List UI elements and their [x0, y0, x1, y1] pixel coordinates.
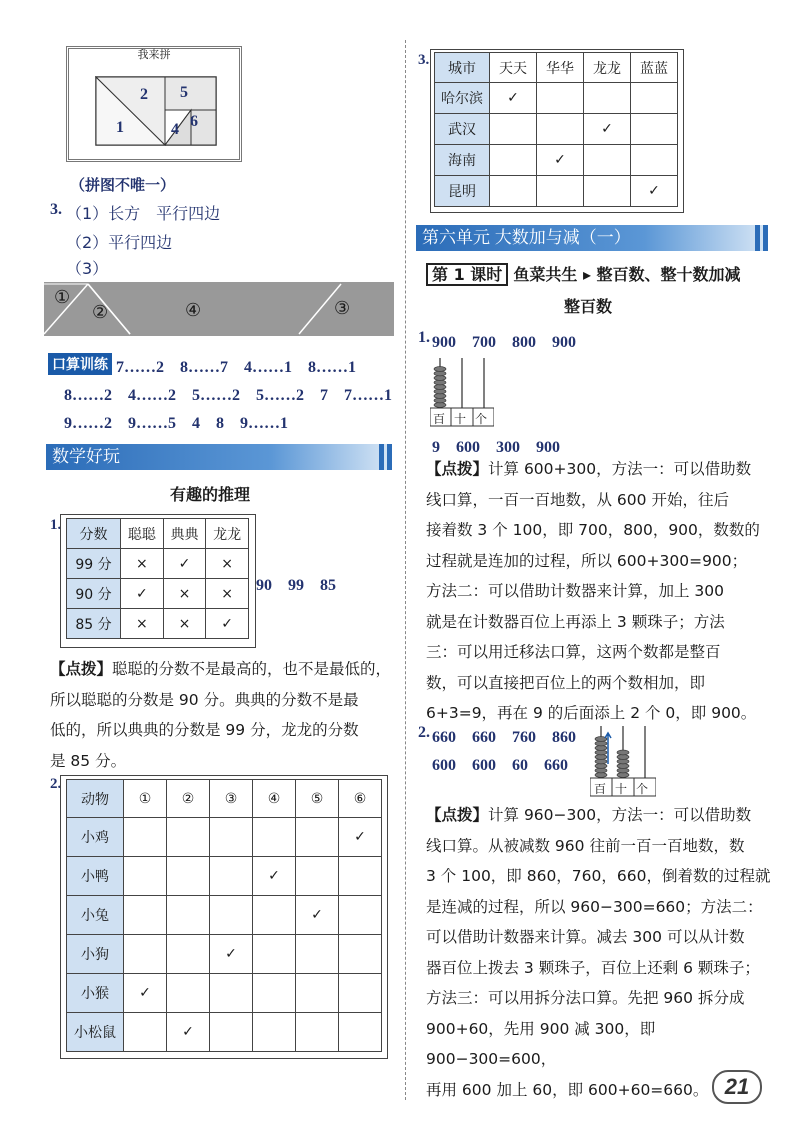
- table-row: [67, 896, 382, 935]
- table2-cell: [210, 1013, 253, 1052]
- puzzle-label-2: 2: [140, 86, 148, 103]
- table-row: [67, 857, 382, 896]
- q1-answers-2: 9 600 300 900: [432, 439, 561, 456]
- table3-cell: 武汉: [435, 114, 490, 145]
- table2-cell: [167, 818, 210, 857]
- table-row: [435, 114, 678, 145]
- table3-header-cell: 天天: [490, 53, 537, 83]
- table2-cell: [296, 857, 339, 896]
- abacus-2-beads: [595, 737, 629, 778]
- table1-cell: ×: [206, 579, 249, 609]
- table3-cell: [537, 114, 584, 145]
- abacus-1-beads: [434, 367, 446, 408]
- table1-header-cell: 分数: [67, 519, 121, 549]
- abacus-1-labels: 百十个: [433, 412, 497, 426]
- table2-cell: [124, 857, 167, 896]
- table3-cell: ✓: [631, 176, 678, 207]
- puzzle-label-6: 6: [190, 113, 198, 130]
- table2-cell: [339, 896, 382, 935]
- table2-cell: [296, 935, 339, 974]
- q3-answer-1: （1）长方 平行四边: [66, 204, 221, 223]
- table1-header-cell: 典典: [163, 519, 206, 549]
- table2-header-cell: ⑤: [296, 780, 339, 818]
- table-row: [67, 549, 249, 579]
- note3-line: 可以借助计数器来计算。减去 300 可以从计数: [426, 928, 745, 946]
- q2-answers-row2: 600 600 60 660: [432, 757, 569, 774]
- table2-header-cell: ②: [167, 780, 210, 818]
- table2-cell: [210, 896, 253, 935]
- table1-cell: 85 分: [67, 609, 121, 639]
- table1-header-cell: 聪聪: [121, 519, 164, 549]
- table-row: [67, 579, 249, 609]
- table2-header-cell: ⑥: [339, 780, 382, 818]
- q1-answers: 900 700 800 900: [432, 334, 577, 351]
- puzzle-diagram: [95, 76, 217, 146]
- table1-header-cell: 龙龙: [206, 519, 249, 549]
- note2-line: 6+3=9，再在 9 的后面添上 2 个 0，即 900。: [426, 704, 757, 722]
- oral-training-tag: 口算训练: [48, 353, 112, 375]
- table3-cell: [490, 145, 537, 176]
- note3-line: 3 个 100，即 860，760，660，倒着数的过程就: [426, 867, 771, 885]
- table3-cell: 昆明: [435, 176, 490, 207]
- table1-cell: ×: [163, 579, 206, 609]
- note1: [50, 654, 400, 776]
- note2-line: 方法二：可以借助计数器来计算，加上 300: [426, 582, 725, 600]
- table3-cell: ✓: [537, 145, 584, 176]
- note3-line: 方法三：可以用拆分法口算。先把 960 拆分成: [426, 989, 745, 1007]
- table1-cell: 90 分: [67, 579, 121, 609]
- table2-cell: ✓: [167, 1013, 210, 1052]
- note3-line: 【点拨】计算 960−300，方法一：可以借助数: [426, 806, 752, 824]
- section-title: 数学好玩: [52, 447, 120, 466]
- table2-cell: 小鸭: [67, 857, 124, 896]
- puzzle-label-5: 5: [180, 84, 188, 101]
- table2-cell: [339, 935, 382, 974]
- note2-line: 数，可以直接把百位上的两个数相加，即: [426, 673, 706, 692]
- q3-answer-2: （2）平行四边: [66, 233, 173, 252]
- t2-number: 2.: [50, 776, 62, 792]
- note2-line: 接着数 3 个 100，即 700，800，900，数数的: [426, 521, 760, 539]
- table1: [66, 518, 249, 639]
- table2-cell: [167, 896, 210, 935]
- table3-header-row: [435, 53, 678, 83]
- puzzle-note: （拼图不唯一）: [70, 176, 176, 194]
- table3-cell: 海南: [435, 145, 490, 176]
- table3-cell: [631, 114, 678, 145]
- q1-number: 1.: [418, 329, 430, 346]
- table2-cell: [339, 974, 382, 1013]
- table2-cell: ✓: [210, 935, 253, 974]
- note1-line: 是 85 分。: [50, 751, 127, 770]
- table3-cell: [537, 83, 584, 114]
- table2-cell: [339, 857, 382, 896]
- band-label-3: ③: [334, 298, 351, 319]
- table1-cell: ×: [121, 549, 164, 579]
- oral-row-2: 8……2 4……2 5……2 5……2 7 7……1: [64, 387, 393, 404]
- t1-answer: 90 99 85: [256, 577, 337, 594]
- band-label-2: ②: [92, 302, 109, 323]
- lesson-tag: 第 1 课时: [426, 263, 508, 286]
- table2-cell: 小狗: [67, 935, 124, 974]
- table3-cell: [631, 145, 678, 176]
- table2-cell: [253, 1013, 296, 1052]
- table2-header-cell: ④: [253, 780, 296, 818]
- table2-cell: [124, 896, 167, 935]
- table2-cell: [296, 974, 339, 1013]
- table3-cell: [584, 176, 631, 207]
- note3-line: 再用 600 加上 60，即 600+60=660。: [426, 1080, 709, 1099]
- table1-cell: ×: [163, 609, 206, 639]
- band-label-4: ④: [185, 300, 202, 321]
- abacus-2-labels: 百十个: [594, 782, 658, 796]
- table3-cell: [584, 83, 631, 114]
- table2-cell: [210, 974, 253, 1013]
- table1-cell: ×: [121, 609, 164, 639]
- table2-cell: 小鸡: [67, 818, 124, 857]
- table2-cell: [124, 1013, 167, 1052]
- table-row: [435, 83, 678, 114]
- table2-cell: [253, 896, 296, 935]
- table1-cell: ✓: [206, 609, 249, 639]
- table3: [434, 52, 678, 207]
- table3-header-cell: 城市: [435, 53, 490, 83]
- table2-cell: [253, 974, 296, 1013]
- table2-cell: [253, 818, 296, 857]
- note3-line: 线口算。从被减数 960 往前一百一百地数，数: [426, 836, 745, 855]
- q2-answers-row1: 660 660 760 860: [432, 729, 577, 746]
- table2-cell: [167, 857, 210, 896]
- table3-cell: [490, 176, 537, 207]
- table3-cell: [584, 145, 631, 176]
- note1-line: 【点拨】聪聪的分数不是最高的，也不是最低的，: [50, 660, 392, 678]
- section-subtitle: 有趣的推理: [170, 485, 251, 504]
- table2-cell: [167, 935, 210, 974]
- table-row: [435, 145, 678, 176]
- note2-line: 三：可以用迁移法口算，这两个数都是整百: [426, 643, 721, 661]
- table1-cell: ✓: [163, 549, 206, 579]
- note3: [426, 800, 772, 1105]
- lesson-title: 鱼菜共生 ▸ 整百数、整十数加减: [513, 265, 741, 284]
- section-banner-math-fun: [46, 444, 392, 470]
- t3-number: 3.: [418, 52, 430, 68]
- table3-cell: [537, 176, 584, 207]
- table2-cell: [253, 935, 296, 974]
- table2-cell: ✓: [253, 857, 296, 896]
- table2-cell: [124, 818, 167, 857]
- table2: [66, 779, 382, 1052]
- table1-cell: 99 分: [67, 549, 121, 579]
- puzzle-piece-5: [165, 77, 216, 110]
- unit-banner: [416, 225, 768, 251]
- lesson-heading: [426, 262, 741, 285]
- table2-cell: 小松鼠: [67, 1013, 124, 1052]
- table2-cell: ✓: [124, 974, 167, 1013]
- table1-cell: ✓: [121, 579, 164, 609]
- band-label-1: ①: [54, 287, 71, 308]
- table2-cell: 小兔: [67, 896, 124, 935]
- table2-cell: [296, 1013, 339, 1052]
- table-row: [435, 176, 678, 207]
- page-number: 21: [712, 1070, 762, 1104]
- note3-line: 900+60，先用 900 减 300，即 900−300=600，: [426, 1019, 656, 1068]
- table-row: [67, 935, 382, 974]
- note3-line: 器百位上拨去 3 颗珠子，百位上还剩 6 颗珠子；: [426, 958, 760, 977]
- puzzle-title: 我来拼: [137, 48, 171, 61]
- unit-title: 第六单元 大数加与减（一）: [422, 228, 631, 247]
- table2-cell: [167, 974, 210, 1013]
- table3-header-cell: 华华: [537, 53, 584, 83]
- table2-cell: [296, 818, 339, 857]
- table3-header-cell: 蓝蓝: [631, 53, 678, 83]
- puzzle-label-4: 4: [171, 121, 179, 138]
- note3-line: 是连减的过程，所以 960−300=660；方法二：: [426, 897, 763, 916]
- table2-header-cell: ①: [124, 780, 167, 818]
- note1-line: 低的，所以典典的分数是 99 分，龙龙的分数: [50, 721, 359, 739]
- table3-cell: ✓: [584, 114, 631, 145]
- table-row: [67, 1013, 382, 1052]
- oral-row-3: 9……2 9……5 4 8 9……1: [64, 415, 289, 432]
- table3-cell: [490, 114, 537, 145]
- note2-line: 就是在计数器百位上再添上 3 颗珠子；方法: [426, 612, 725, 631]
- note2-line: 【点拨】计算 600+300，方法一：可以借助数: [426, 460, 752, 478]
- t1-number: 1.: [50, 517, 62, 533]
- note2-line: 线口算，一百一百地数，从 600 开始，往后: [426, 490, 729, 509]
- table1-header-row: [67, 519, 249, 549]
- column-divider: [405, 40, 406, 1100]
- table2-header-cell: 动物: [67, 780, 124, 818]
- q3-number: 3.: [50, 201, 62, 218]
- table2-cell: ✓: [296, 896, 339, 935]
- lesson-subtitle: 整百数: [564, 297, 613, 316]
- note2: [426, 454, 772, 729]
- puzzle-label-1: 1: [116, 119, 124, 136]
- table2-cell: ✓: [339, 818, 382, 857]
- table1-cell: ×: [206, 549, 249, 579]
- table2-header-row: [67, 780, 382, 818]
- table3-cell: ✓: [490, 83, 537, 114]
- q2-number: 2.: [418, 724, 430, 741]
- oral-row-1: 7……2 8……7 4……1 8……1: [116, 359, 357, 376]
- table3-cell: [631, 83, 678, 114]
- table3-header-cell: 龙龙: [584, 53, 631, 83]
- table2-cell: [339, 1013, 382, 1052]
- note1-line: 所以聪聪的分数是 90 分。典典的分数不是最: [50, 690, 359, 709]
- table2-cell: [124, 935, 167, 974]
- table-row: [67, 609, 249, 639]
- q3-answer-3: （3）: [66, 259, 109, 278]
- table3-cell: 哈尔滨: [435, 83, 490, 114]
- table2-header-cell: ③: [210, 780, 253, 818]
- table2-cell: [210, 857, 253, 896]
- table-row: [67, 974, 382, 1013]
- table-row: [67, 818, 382, 857]
- table2-cell: [210, 818, 253, 857]
- note2-line: 过程就是连加的过程，所以 600+300=900；: [426, 551, 748, 570]
- table2-cell: 小猴: [67, 974, 124, 1013]
